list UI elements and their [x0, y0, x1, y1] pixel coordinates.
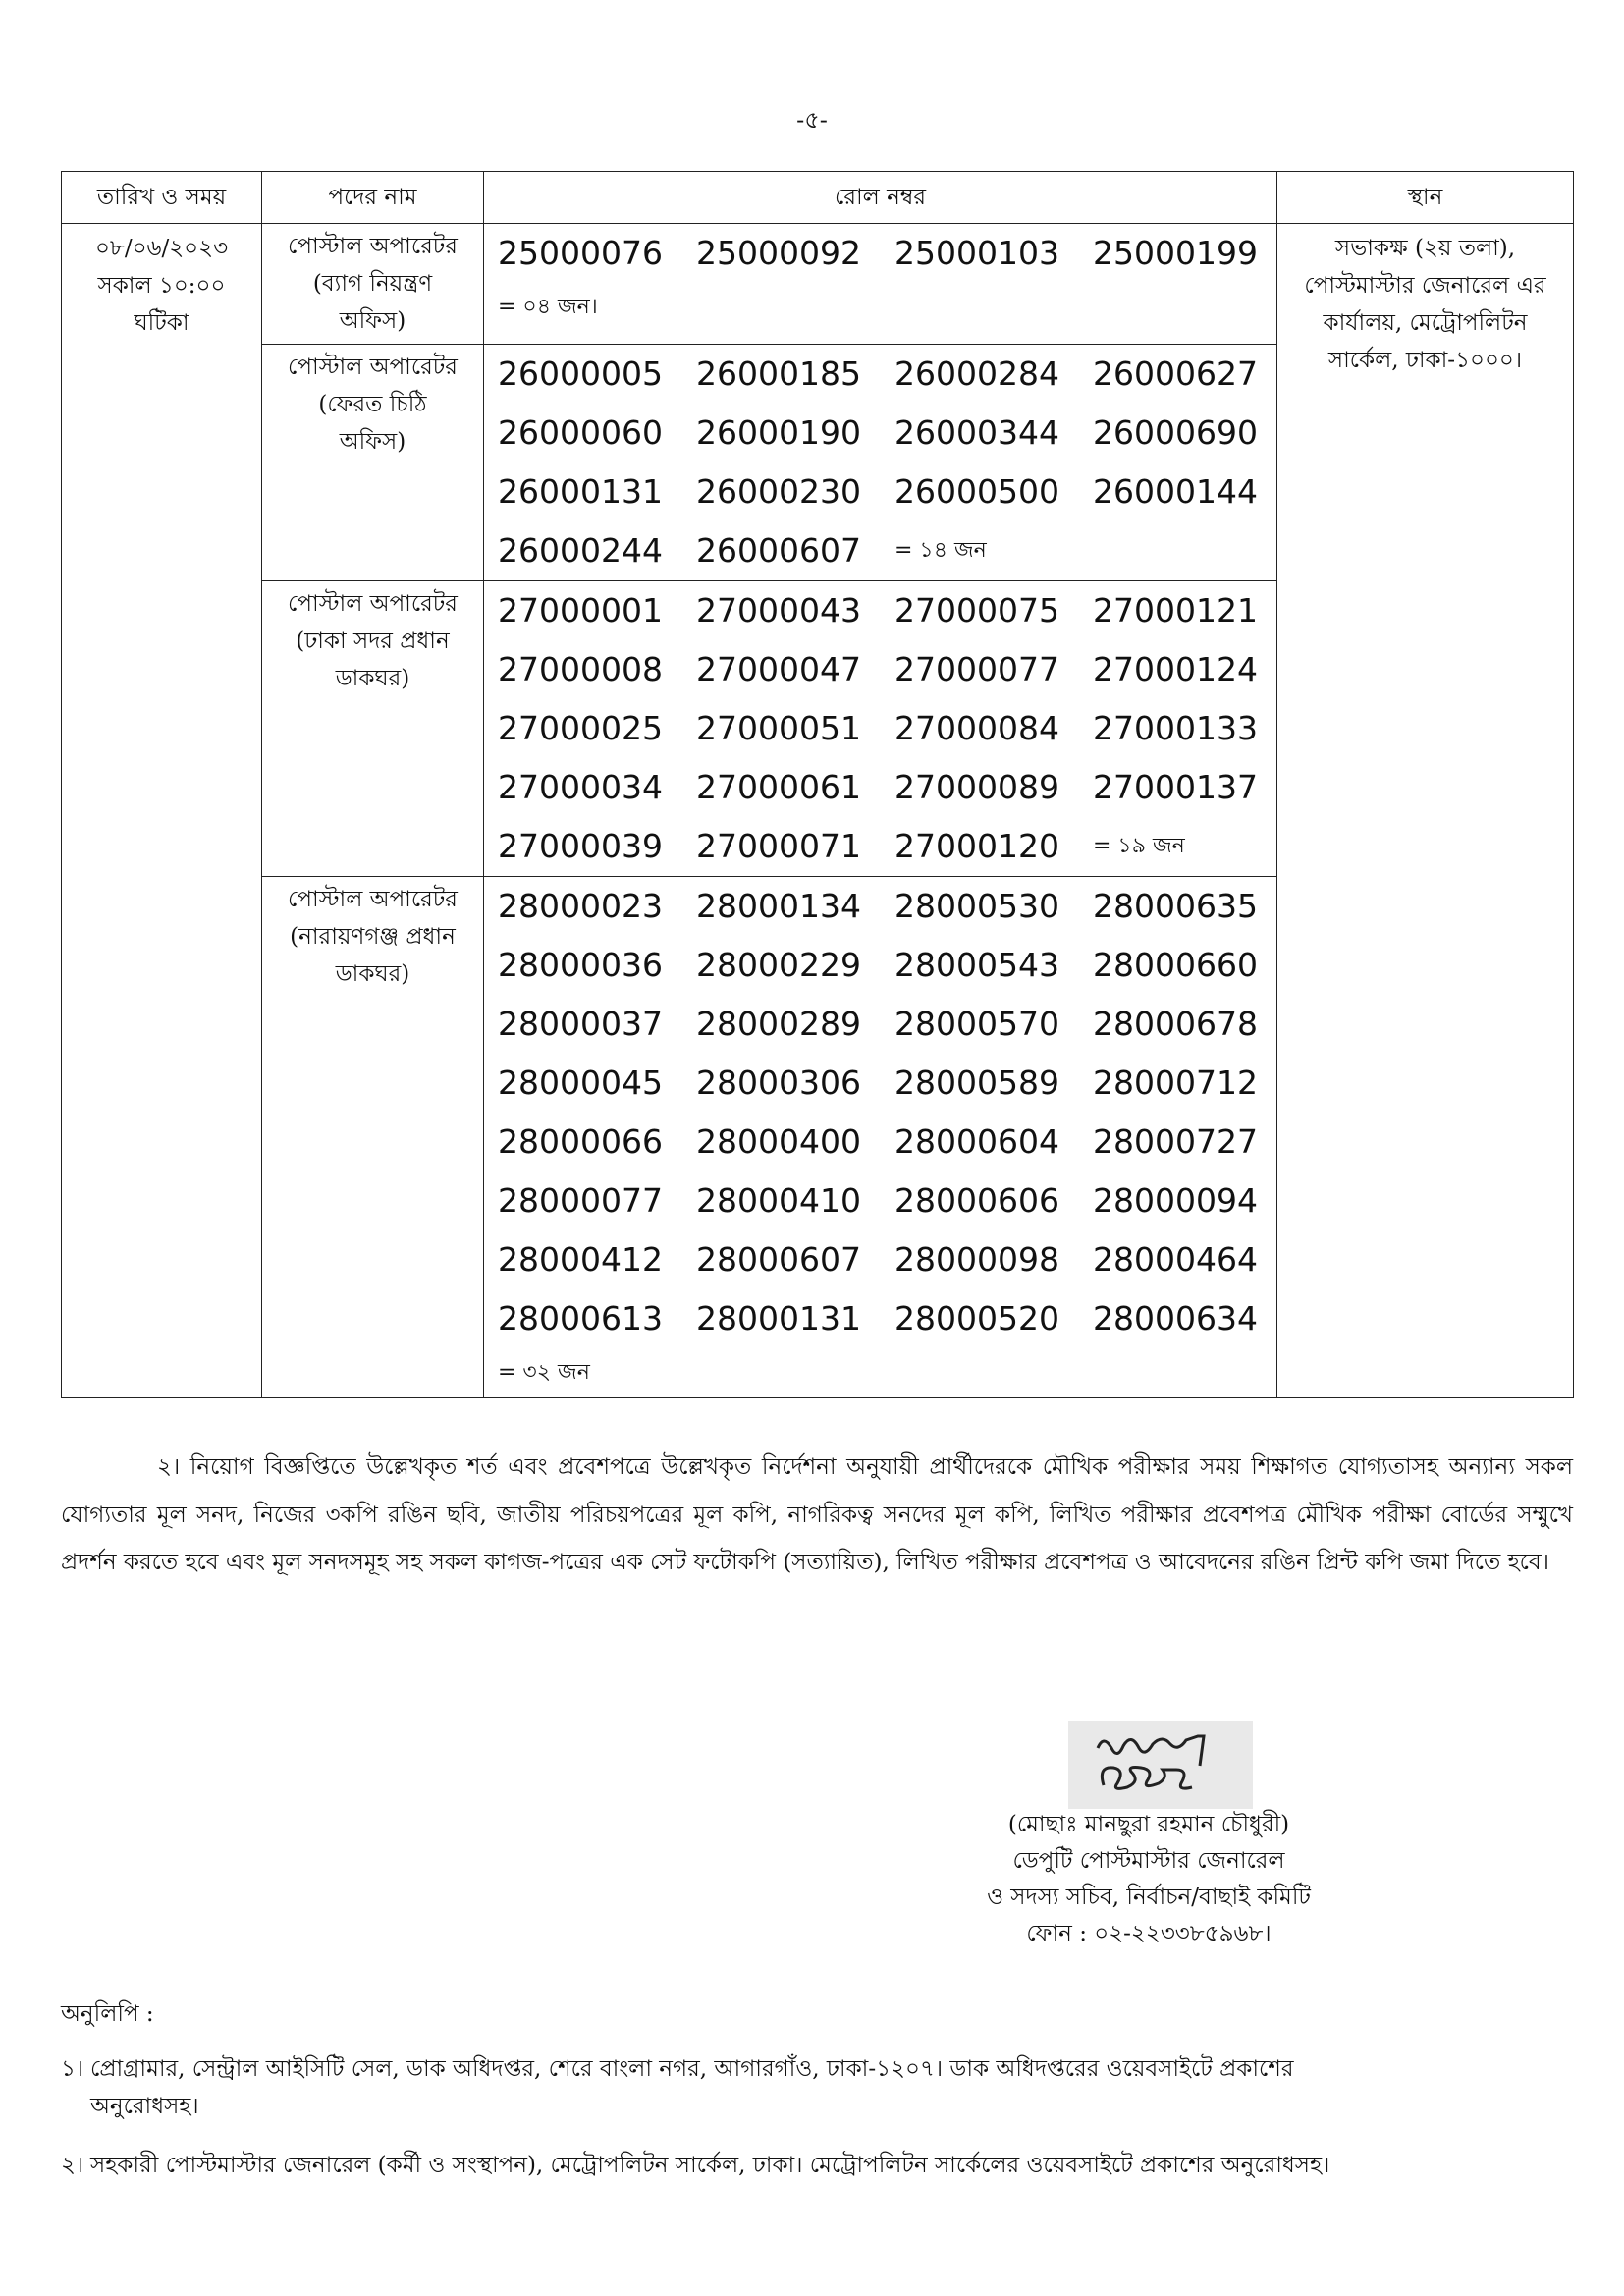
- post-name-cell: [262, 581, 484, 877]
- roll-count: = ১৯ জন: [1093, 834, 1185, 858]
- roll-grid: [498, 224, 1276, 332]
- roll-number: 27000043: [696, 591, 861, 629]
- roll-number: 27000025: [498, 709, 663, 747]
- place-line: সার্কেল, ঢাকা-১০০০।: [1327, 348, 1523, 373]
- place-line: পোস্টমাস্টার জেনারেল এর: [1304, 273, 1546, 299]
- roll-number: 26000131: [498, 472, 663, 511]
- post-name-line: অফিস): [339, 429, 406, 455]
- roll-count: = ০৪ জন।: [498, 295, 598, 319]
- roll-number: 28000606: [894, 1181, 1059, 1220]
- roll-number: 28000635: [1093, 887, 1258, 925]
- roll-number: 26000144: [1093, 472, 1258, 511]
- table-header-row: [62, 172, 1574, 224]
- exam-date: ০৮/০৬/২০২৩: [94, 236, 229, 261]
- roll-number: 28000131: [696, 1299, 861, 1338]
- roll-number-cell: [484, 581, 1277, 877]
- list-item: [61, 2050, 1337, 2125]
- roll-number: 26000190: [696, 413, 861, 452]
- roll-number: 28000520: [894, 1299, 1059, 1338]
- roll-number: 27000034: [498, 768, 663, 806]
- roll-number: 28000660: [1093, 946, 1258, 984]
- roll-number: 26000500: [894, 472, 1059, 511]
- roll-number: 28000530: [894, 887, 1059, 925]
- roll-number: 26000607: [696, 531, 861, 570]
- roll-number: 28000410: [696, 1181, 861, 1220]
- date-time-cell: [62, 224, 262, 1398]
- roll-number: 28000712: [1093, 1064, 1258, 1102]
- roll-number: 27000071: [696, 827, 861, 865]
- roll-number: 27000124: [1093, 650, 1258, 688]
- place-cell: [1277, 224, 1574, 1398]
- table-row: [62, 224, 1574, 345]
- roll-number: 27000084: [894, 709, 1059, 747]
- roll-count: = ১৪ জন: [894, 538, 987, 563]
- roll-number: 25000076: [498, 234, 663, 272]
- roll-number: 28000066: [498, 1122, 663, 1161]
- roll-number: 27000001: [498, 591, 663, 629]
- signatory-designation: ডেপুটি পোস্টমাস্টার জেনারেল: [1012, 1848, 1285, 1874]
- roll-number: 28000589: [894, 1064, 1059, 1102]
- signature-block: [943, 1807, 1355, 1952]
- roll-number: 28000098: [894, 1240, 1059, 1279]
- roll-number: 27000120: [894, 827, 1059, 865]
- roll-number: 27000121: [1093, 591, 1258, 629]
- roll-number: 26000060: [498, 413, 663, 452]
- copy-to-label: অনুলিপি :: [61, 2001, 154, 2027]
- list-item: [61, 2147, 1337, 2184]
- post-name-line: পোস্টাল অপারেটর: [288, 234, 458, 259]
- roll-table: [61, 171, 1574, 1398]
- roll-number: 28000037: [498, 1005, 663, 1043]
- post-name-line: ডাকঘর): [335, 961, 410, 987]
- roll-number-cell: [484, 224, 1277, 345]
- roll-number: 28000400: [696, 1122, 861, 1161]
- roll-number: 27000008: [498, 650, 663, 688]
- place-line: কার্যালয়, মেট্রোপলিটন: [1323, 310, 1528, 336]
- roll-number: 28000613: [498, 1299, 663, 1338]
- roll-number: 28000634: [1093, 1299, 1258, 1338]
- roll-number: 28000094: [1093, 1181, 1258, 1220]
- page-number: -৫-: [796, 106, 828, 134]
- header-roll-number: রোল নম্বর: [484, 172, 1277, 224]
- post-name-line: (ফেরত চিঠি: [318, 392, 427, 417]
- roll-number: 26000230: [696, 472, 861, 511]
- roll-number: 28000727: [1093, 1122, 1258, 1161]
- roll-number: 28000289: [696, 1005, 861, 1043]
- header-date-time: তারিখ ও সময়: [62, 172, 262, 224]
- header-post-name: পদের নাম: [262, 172, 484, 224]
- list-item-text: প্রোগ্রামার, সেন্ট্রাল আইসিটি সেল, ডাক অধিদপ্তর, শেরে বাংলা নগর, আগারগাঁও, ঢাকা-১২০৭। ডাক অধিদপ্তরের ওয়েবসাইটে প্রকাশের অনুরোধসহ।: [90, 2056, 1294, 2119]
- instruction-paragraph: ২। নিয়োগ বিজ্ঞপ্তিতে উল্লেখকৃত শর্ত এবং প্রবেশপত্রে উল্লেখকৃত নির্দেশনা অনুযায়ী প্রার্থীদেরকে মৌখিক পরীক্ষার সময় শিক্ষাগত যোগ্যতাসহ অন্যান্য সকল যোগ্যতার মূল সনদ, নিজের ৩কপি রঙিন ছবি, জাতীয় পরিচয়পত্রের মূল কপি, নাগরিকত্ব সনদের মূল কপি, লিখিত পরীক্ষার প্রবেশপত্র মৌখিক পরীক্ষা বোর্ডের সম্মুখে প্রদর্শন করতে হবে এবং মূল সনদসমূহ সহ সকল কাগজ-পত্রের এক সেট ফটোকপি (সত্যায়িত), লিখিত পরীক্ষার প্রবেশপত্র ও আবেদনের রঙিন প্রিন্ট কপি জমা দিতে হবে।: [61, 1454, 1573, 1575]
- roll-number: 27000133: [1093, 709, 1258, 747]
- roll-number: 28000412: [498, 1240, 663, 1279]
- signatory-phone: ফোন : ০২-২২৩৩৮৫৯৬৮।: [1026, 1921, 1272, 1946]
- roll-number: 28000036: [498, 946, 663, 984]
- roll-number: 27000089: [894, 768, 1059, 806]
- exam-time: সকাল ১০:০০: [97, 273, 226, 299]
- roll-number: 27000061: [696, 768, 861, 806]
- roll-number-cell: [484, 877, 1277, 1398]
- roll-number: 28000607: [696, 1240, 861, 1279]
- roll-number: 25000103: [894, 234, 1059, 272]
- post-name-cell: [262, 877, 484, 1398]
- roll-number: 28000229: [696, 946, 861, 984]
- roll-number: 27000051: [696, 709, 861, 747]
- post-name-line: পোস্টাল অপারেটর: [288, 887, 458, 912]
- post-name-cell: [262, 224, 484, 345]
- post-name-cell: [262, 345, 484, 581]
- roll-number: 26000344: [894, 413, 1059, 452]
- post-name-line: পোস্টাল অপারেটর: [288, 355, 458, 380]
- signatory-role: ও সদস্য সচিব, নির্বাচন/বাছাই কমিটি: [987, 1885, 1311, 1910]
- roll-number: 26000185: [696, 355, 861, 393]
- roll-grid: [498, 345, 1276, 580]
- roll-number: 27000077: [894, 650, 1059, 688]
- list-item-text: সহকারী পোস্টমাস্টার জেনারেল (কর্মী ও সংস্থাপন), মেট্রোপলিটন সার্কেল, ঢাকা। মেট্রোপলিটন সার্কেলের ওয়েবসাইটে প্রকাশের অনুরোধসহ।: [90, 2153, 1330, 2178]
- roll-number: 28000023: [498, 887, 663, 925]
- roll-grid: [498, 581, 1276, 876]
- roll-count: = ৩২ জন: [498, 1360, 590, 1385]
- roll-number-cell: [484, 345, 1277, 581]
- signatory-name: (মোছাঃ মানছুরা রহমান চৌধুরী): [1007, 1812, 1290, 1837]
- roll-number: 28000570: [894, 1005, 1059, 1043]
- signature-image: [1068, 1721, 1253, 1809]
- roll-number: 25000199: [1093, 234, 1258, 272]
- post-name-line: (ব্যাগ নিয়ন্ত্রণ: [312, 271, 433, 297]
- post-name-line: অফিস): [339, 308, 406, 334]
- roll-number: 28000604: [894, 1122, 1059, 1161]
- roll-number: 26000690: [1093, 413, 1258, 452]
- post-name-line: (নারায়ণগঞ্জ প্রধান: [290, 924, 456, 950]
- roll-number: 28000306: [696, 1064, 861, 1102]
- list-item-number: ২।: [61, 2153, 84, 2178]
- roll-number: 28000543: [894, 946, 1059, 984]
- roll-number: 28000045: [498, 1064, 663, 1102]
- exam-time-suffix: ঘটিকা: [134, 310, 189, 336]
- post-name-line: (ঢাকা সদর প্রধান: [296, 629, 450, 654]
- roll-number: 26000284: [894, 355, 1059, 393]
- roll-number: 28000077: [498, 1181, 663, 1220]
- roll-number: 28000678: [1093, 1005, 1258, 1043]
- roll-grid: [498, 877, 1276, 1397]
- roll-number: 27000075: [894, 591, 1059, 629]
- copy-to-list: [61, 2050, 1337, 2206]
- header-place: স্থান: [1277, 172, 1574, 224]
- roll-number: 25000092: [696, 234, 861, 272]
- roll-number: 26000627: [1093, 355, 1258, 393]
- roll-number: 26000244: [498, 531, 663, 570]
- roll-number: 27000039: [498, 827, 663, 865]
- list-item-number: ১।: [61, 2056, 84, 2082]
- roll-number: 28000134: [696, 887, 861, 925]
- roll-number: 26000005: [498, 355, 663, 393]
- roll-number: 28000464: [1093, 1240, 1258, 1279]
- post-name-line: পোস্টাল অপারেটর: [288, 591, 458, 617]
- roll-number: 27000047: [696, 650, 861, 688]
- roll-number: 27000137: [1093, 768, 1258, 806]
- post-name-line: ডাকঘর): [335, 666, 410, 691]
- place-line: সভাকক্ষ (২য় তলা),: [1334, 236, 1516, 261]
